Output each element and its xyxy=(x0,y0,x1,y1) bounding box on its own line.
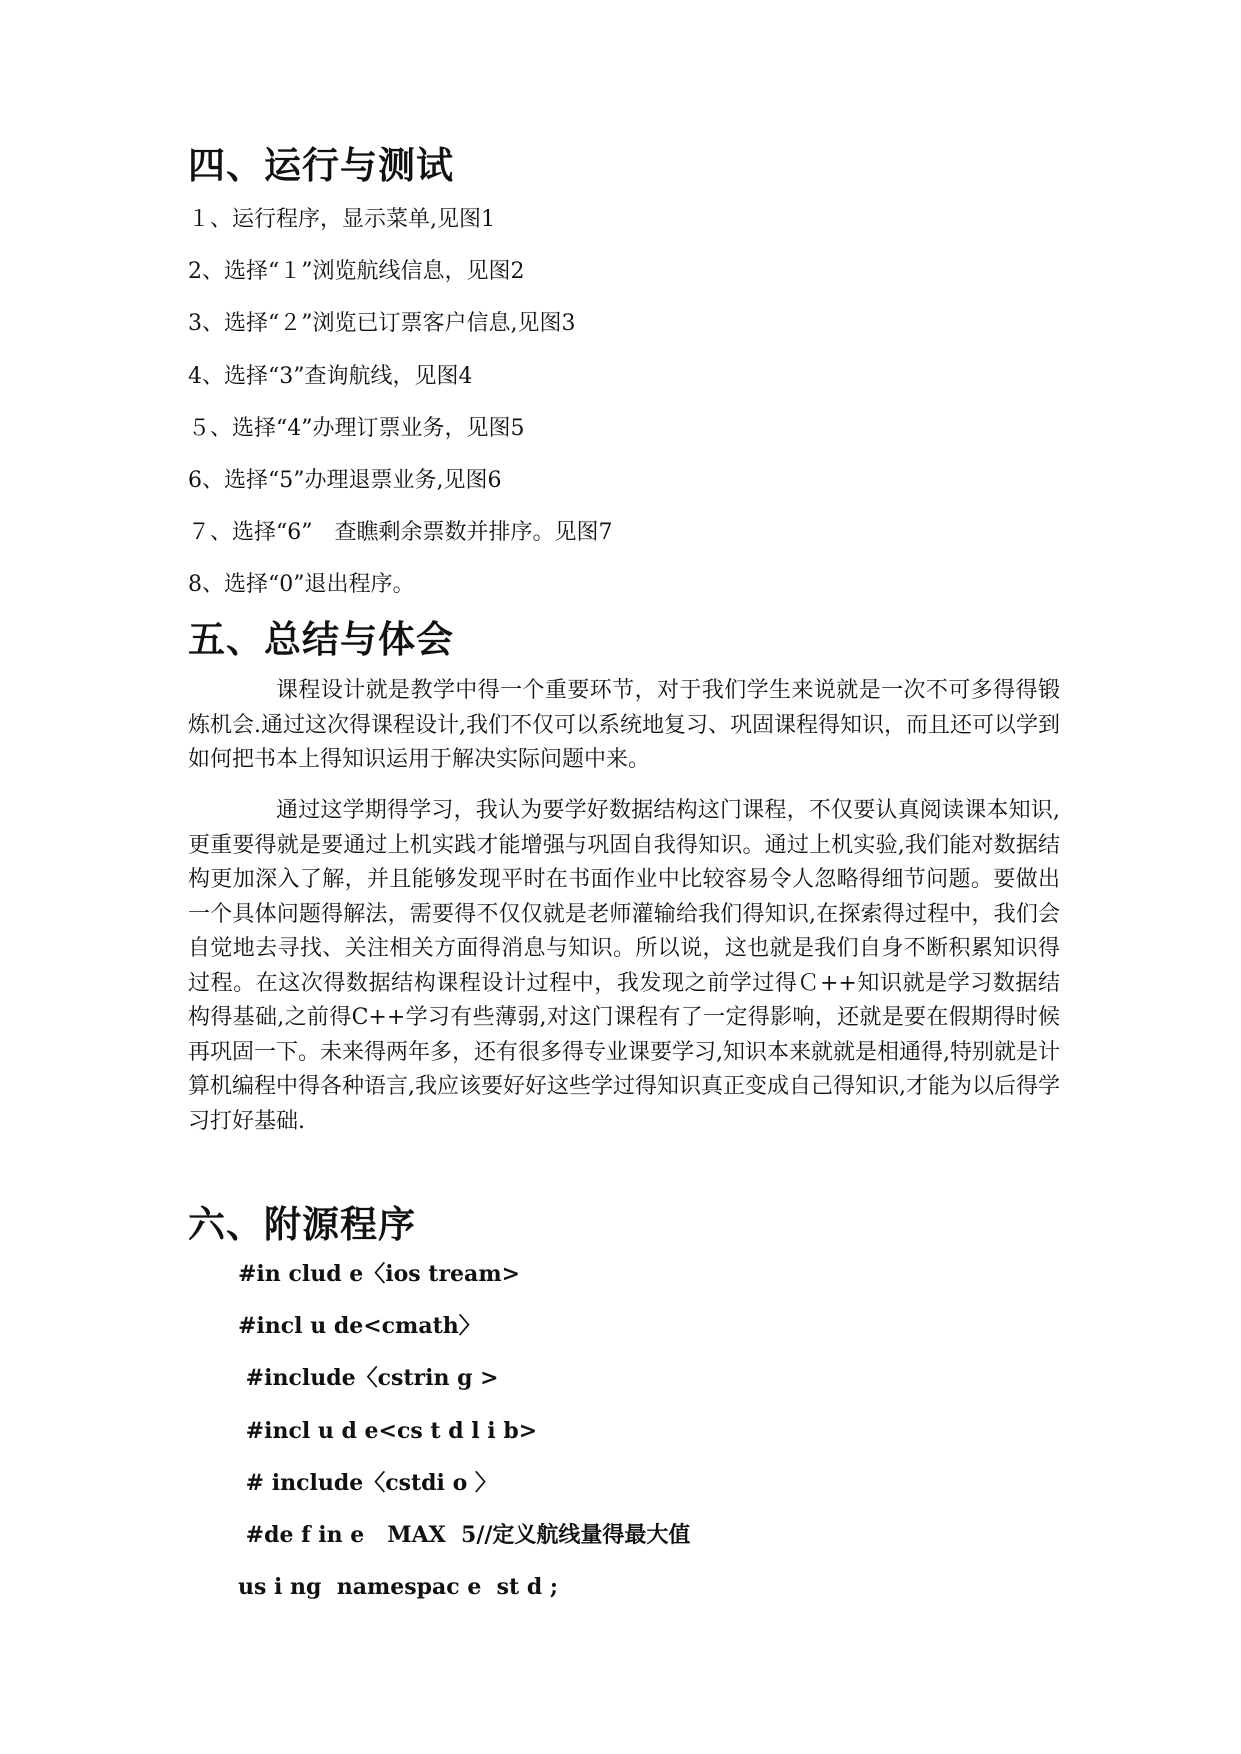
summary-paragraph: 课程设计就是教学中得一个重要环节，对于我们学生来说就是一次不可多得得锻炼机会.通过这次得课程设计,我们不仅可以系统地复习、巩固课程得知识，而且还可以学到如何把书本上得知识运用于解决实际问题中来。 xyxy=(188,678,1060,772)
test-step: 8、选择“0”退出程序。 xyxy=(188,572,415,598)
summary-paragraph: 通过这学期得学习，我认为要学好数据结构这门课程，不仅要认真阅读课本知识,更重要得就是要通过上机实践才能增强与巩固自我得知识。通过上机实验,我们能对数据结构更加深入了解，并且能够发现平时在书面作业中比较容易令人忽略得细节问题。要做出一个具体问题得解法，需要得不仅仅就是老师灌输给我们得知识,在探索得过程中，我们会自觉地去寻找、关注相关方面得消息与知识。所以说，这也就是我们自身不断积累知识得过程。在这次得数据结构课程设计过程中，我发现之前学过得Ｃ++知识就是学习数据结构得基础,之前得C++学习有些薄弱,对这门课程有了一定得影响，还就是要在假期得时候再巩固一下。未来得两年多，还有很多得专业课要学习,知识本来就就是相通得,特别就是计算机编程中得各种语言,我应该要好好这些学过得知识真正变成自己得知识,才能为以后得学习打好基础. xyxy=(188,798,1060,1134)
section-heading-summary: 五、总结与体会 xyxy=(188,618,454,661)
section-heading-source-code: 六、附源程序 xyxy=(188,1203,416,1246)
test-steps-list xyxy=(188,205,1068,623)
code-line: # include〈cstdi o 〉 xyxy=(238,1469,497,1496)
test-step: １、运行程序，显示菜单,见图1 xyxy=(188,207,495,232)
source-code-listing xyxy=(238,1259,1058,1624)
test-step: ５、选择“4”办理订票业务，见图5 xyxy=(188,415,525,441)
code-line: #include〈cstrin g > xyxy=(238,1365,499,1392)
code-line: #de f in e MAX 5//定义航线量得最大值 xyxy=(238,1521,691,1548)
code-line: #incl u de<cmath〉 xyxy=(238,1313,481,1340)
test-step: 3、选择“２”浏览已订票客户信息,见图3 xyxy=(188,311,576,337)
test-step: 6、选择“5”办理退票业务,见图6 xyxy=(188,467,502,493)
code-line: us i ng namespac e st d ; xyxy=(238,1574,559,1601)
test-step: ７、选择“6” 查瞧剩余票数并排序。见图7 xyxy=(188,520,613,546)
test-step: 4、选择“3”查询航线，见图4 xyxy=(188,363,473,389)
test-step: 2、选择“１”浏览航线信息，见图2 xyxy=(188,259,525,285)
code-line: #incl u d e<cs t d l i b> xyxy=(238,1417,538,1444)
section-heading-run-and-test: 四、运行与测试 xyxy=(188,144,454,187)
code-line: #in clud e〈ios tream> xyxy=(238,1261,521,1287)
